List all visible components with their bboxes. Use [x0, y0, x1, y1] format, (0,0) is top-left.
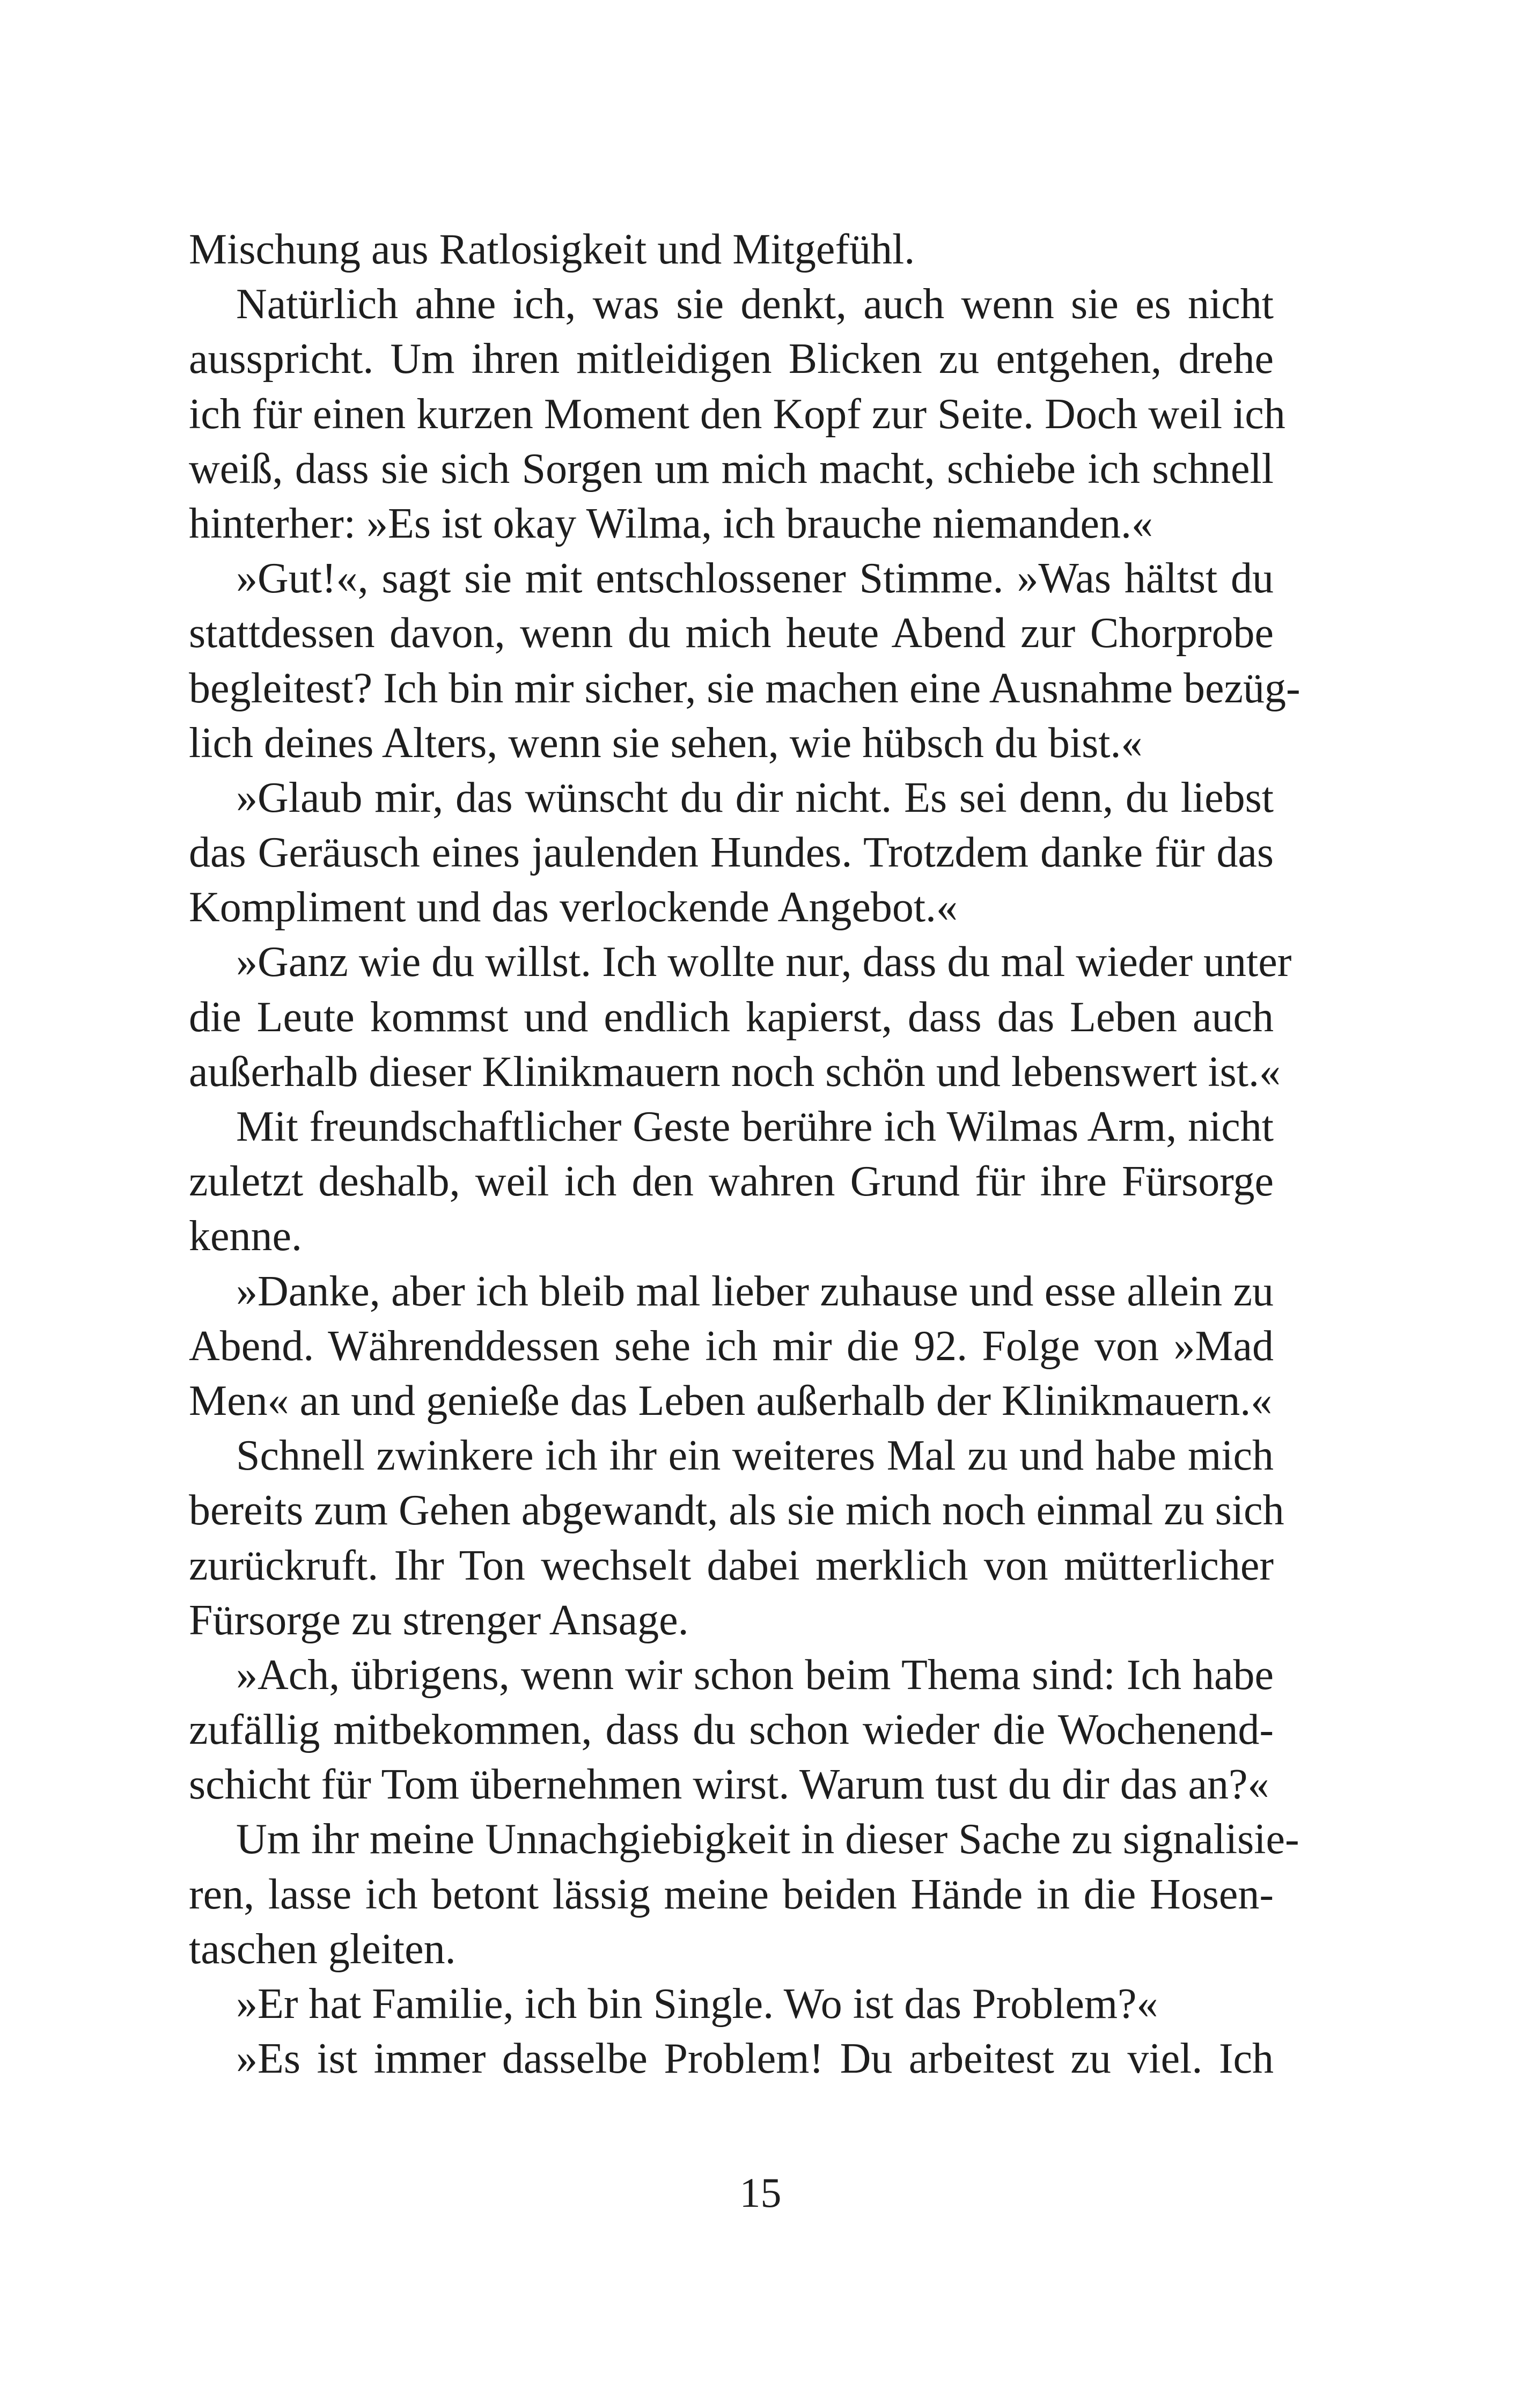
text-line: Um ihr meine Unnachgiebigkeit in dieser Sache zu signalisie- — [236, 1816, 1299, 1863]
text-line: ausspricht. Um ihren mitleidigen Blicken zu entgehen, drehe — [189, 335, 1274, 383]
text-line: Fürsorge zu strenger Ansage. — [189, 1596, 689, 1644]
text-line: Mischung aus Ratlosigkeit und Mitgefühl. — [189, 226, 915, 273]
text-line: Schnell zwinkere ich ihr ein weiteres Mal zu und habe mich — [236, 1432, 1274, 1480]
text-line: Kompliment und das verlockende Angebot.« — [189, 884, 958, 931]
text-line: zufällig mitbekommen, dass du schon wieder die Wochenend- — [189, 1706, 1274, 1754]
text-line: kenne. — [189, 1213, 303, 1260]
text-line: hinterher: »Es ist okay Wilma, ich brauche niemanden.« — [189, 500, 1153, 547]
text-line: die Leute kommst und endlich kapierst, dass das Leben auch — [189, 993, 1274, 1041]
text-line: »Es ist immer dasselbe Problem! Du arbeitest zu viel. Ich — [236, 2035, 1274, 2083]
text-line: ren, lasse ich betont lässig meine beiden Hände in die Hosen- — [189, 1870, 1274, 1918]
body-text — [189, 222, 1300, 2086]
text-line: »Glaub mir, das wünscht du dir nicht. Es sei denn, du liebst — [236, 774, 1274, 821]
text-line: zuletzt deshalb, weil ich den wahren Grund für ihre Fürsorge — [189, 1158, 1274, 1206]
text-line: »Ganz wie du willst. Ich wollte nur, dass du mal wieder unter — [236, 938, 1292, 986]
text-line: »Gut!«, sagt sie mit entschlossener Stimme. »Was hältst du — [236, 555, 1274, 603]
text-line: das Geräusch eines jaulenden Hundes. Trotzdem danke für das — [189, 829, 1274, 877]
text-line: außerhalb dieser Klinikmauern noch schön und lebenswert ist.« — [189, 1048, 1281, 1096]
text-line: zurückruft. Ihr Ton wechselt dabei merklich von mütterlicher — [189, 1541, 1274, 1589]
text-line: Abend. Währenddessen sehe ich mir die 92. Folge von »Mad — [189, 1322, 1274, 1370]
page-number: 15 — [739, 2169, 782, 2216]
text-line: Men« an und genieße das Leben außerhalb der Klinikmauern.« — [189, 1377, 1273, 1425]
text-line: lich deines Alters, wenn sie sehen, wie hübsch du bist.« — [189, 719, 1143, 767]
text-line: bereits zum Gehen abgewandt, als sie mich noch einmal zu sich — [189, 1487, 1284, 1535]
text-line: ich für einen kurzen Moment den Kopf zur Seite. Doch weil ich — [189, 390, 1285, 438]
text-line: »Ach, übrigens, wenn wir schon beim Thema sind: Ich habe — [236, 1651, 1274, 1699]
text-line: Mit freundschaftlicher Geste berühre ich Wilmas Arm, nicht — [236, 1103, 1274, 1150]
text-line: stattdessen davon, wenn du mich heute Abend zur Chorprobe — [189, 610, 1274, 657]
text-line: taschen gleiten. — [189, 1925, 456, 1973]
text-line: Natürlich ahne ich, was sie denkt, auch wenn sie es nicht — [236, 281, 1274, 328]
text-line: schicht für Tom übernehmen wirst. Warum tust du dir das an?« — [189, 1761, 1269, 1809]
text-line: weiß, dass sie sich Sorgen um mich macht, schiebe ich schnell — [189, 445, 1274, 493]
text-line: begleitest? Ich bin mir sicher, sie machen eine Ausnahme bezüg- — [189, 664, 1300, 712]
text-line: »Er hat Familie, ich bin Single. Wo ist das Problem?« — [236, 1980, 1158, 2028]
text-line: »Danke, aber ich bleib mal lieber zuhause und esse allein zu — [236, 1267, 1274, 1315]
